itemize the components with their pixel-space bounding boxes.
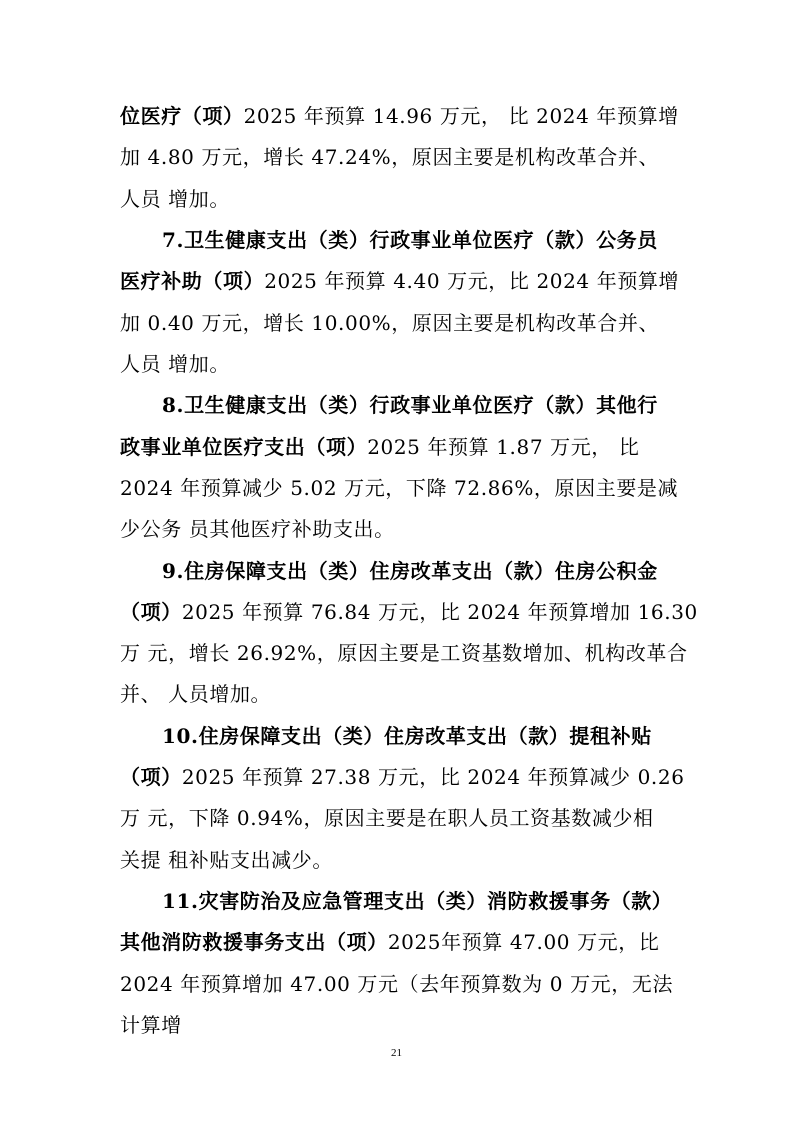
bold-text: 10.住房保障支出（类）住房改革支出（款）提租补贴 xyxy=(162,724,652,748)
bold-text: 政事业单位医疗支出（项） xyxy=(120,435,368,459)
text-line xyxy=(120,351,793,377)
text-line xyxy=(120,310,793,336)
body-text: 2024 年预算减少 5.02 万元，下降 72.86%，原因主要是减 xyxy=(120,476,679,500)
bold-text: 7.卫生健康支出（类）行政事业单位医疗（款）公务员 xyxy=(162,228,658,252)
bold-text: 位医疗（项） xyxy=(120,104,244,128)
section-heading xyxy=(162,558,793,584)
section-heading xyxy=(162,392,793,418)
bold-text: 8.卫生健康支出（类）行政事业单位医疗（款）其他行 xyxy=(162,393,658,417)
text-line xyxy=(120,186,793,212)
body-text: 2025 年预算 27.38 万元，比 2024 年预算减少 0.26 xyxy=(181,765,685,789)
body-text: 计算增 xyxy=(120,1013,182,1037)
text-line xyxy=(120,268,793,294)
text-line xyxy=(120,805,793,831)
body-text: 2025 年预算 1.87 万元， 比 xyxy=(367,435,640,459)
body-text: 并、 人员增加。 xyxy=(120,682,272,706)
text-line xyxy=(120,434,793,460)
text-line xyxy=(120,764,793,790)
body-text: 关提 租补贴支出减少。 xyxy=(120,848,333,872)
bold-text: （项） xyxy=(120,600,182,624)
section-heading xyxy=(162,888,793,914)
bold-text: 9.住房保障支出（类）住房改革支出（款）住房公积金 xyxy=(162,559,658,583)
body-text: 人员 增加。 xyxy=(120,187,230,211)
body-text: 2025 年预算 14.96 万元， 比 2024 年预算增 xyxy=(243,104,679,128)
body-text: 万 元，增长 26.92%，原因主要是工资基数增加、机构改革合 xyxy=(120,641,688,665)
body-text: 少公务 员其他医疗补助支出。 xyxy=(120,517,395,541)
section-heading xyxy=(162,723,793,749)
text-line xyxy=(120,971,793,997)
body-text: 2025年预算 47.00 万元，比 xyxy=(387,930,660,954)
text-line xyxy=(120,516,793,542)
body-text: 2025 年预算 76.84 万元，比 2024 年预算增加 16.30 xyxy=(181,600,698,624)
text-line xyxy=(120,103,793,129)
body-text: 2024 年预算增加 47.00 万元（去年预算数为 0 万元，无法 xyxy=(120,972,674,996)
bold-text: 11.灾害防治及应急管理支出（类）消防救援事务（款） xyxy=(162,889,673,913)
body-text: 人员 增加。 xyxy=(120,352,230,376)
text-line xyxy=(120,144,793,170)
text-line xyxy=(120,1012,793,1038)
bold-text: 其他消防救援事务支出（项） xyxy=(120,930,388,954)
body-text: 万 元，下降 0.94%，原因主要是在职人员工资基数减少相 xyxy=(120,806,654,830)
text-line xyxy=(120,847,793,873)
body-text: 加 0.40 万元，增长 10.00%，原因主要是机构改革合并、 xyxy=(120,311,660,335)
text-line xyxy=(120,681,793,707)
text-line xyxy=(120,475,793,501)
body-text: 2025 年预算 4.40 万元，比 2024 年预算增 xyxy=(264,269,680,293)
bold-text: 医疗补助（项） xyxy=(120,269,265,293)
text-line xyxy=(120,929,793,955)
section-heading xyxy=(162,227,793,253)
text-line xyxy=(120,640,793,666)
body-text: 加 4.80 万元，增长 47.24%，原因主要是机构改革合并、 xyxy=(120,145,660,169)
text-line xyxy=(120,599,793,625)
bold-text: （项） xyxy=(120,765,182,789)
page-number: 21 xyxy=(391,1047,402,1059)
